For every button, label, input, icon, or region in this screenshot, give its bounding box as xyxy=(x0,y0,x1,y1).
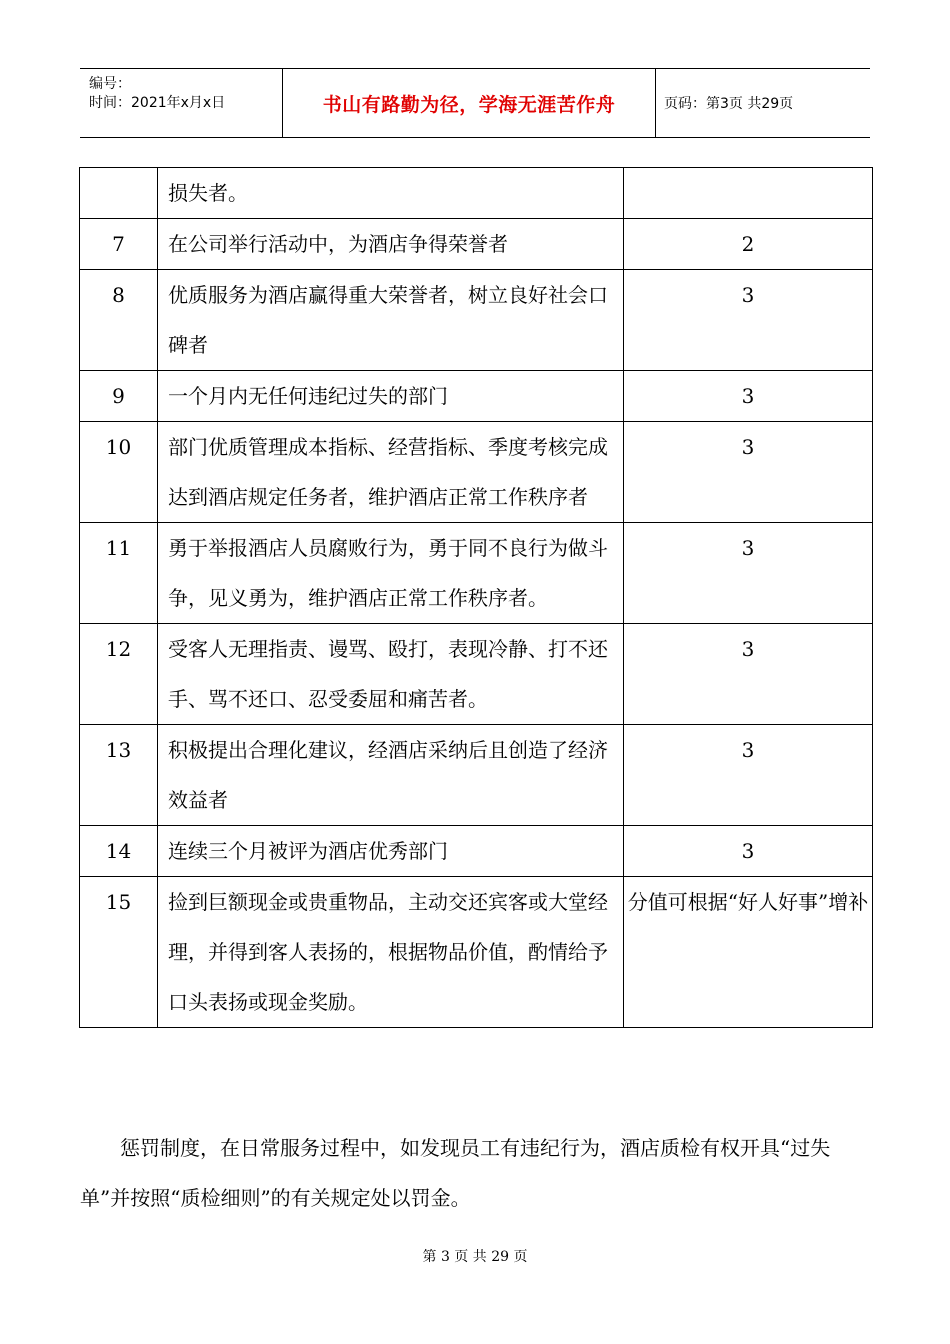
table-row xyxy=(80,725,873,826)
table-row xyxy=(80,168,873,219)
header-meta xyxy=(80,69,283,137)
header-motto: 书山有路勤为径，学海无涯苦作舟 xyxy=(322,93,616,116)
table-row xyxy=(80,371,873,422)
header-code: 编号： xyxy=(89,76,131,92)
header-motto-cell xyxy=(283,69,656,137)
page-footer: 第 3 页 共 29 页 xyxy=(422,1249,528,1265)
row-description: 积极提出合理化建议，经酒店采纳后且创造了经济效益者 xyxy=(158,725,624,826)
row-number: 10 xyxy=(80,422,158,523)
table-row xyxy=(80,826,873,877)
row-description: 一个月内无任何违纪过失的部门 xyxy=(158,371,624,422)
table-row xyxy=(80,219,873,270)
header-page-number: 页码：第3页 共29页 xyxy=(664,96,794,112)
header-date: 时间：2021年x月x日 xyxy=(89,95,226,111)
row-number: 8 xyxy=(80,270,158,371)
row-number xyxy=(80,168,158,219)
row-description: 在公司举行活动中，为酒店争得荣誉者 xyxy=(158,219,624,270)
row-score: 3 xyxy=(624,523,873,624)
row-description: 捡到巨额现金或贵重物品，主动交还宾客或大堂经理，并得到客人表扬的，根据物品价值，酌情给予口头表扬或现金奖励。 xyxy=(158,877,624,1028)
row-number: 13 xyxy=(80,725,158,826)
header-page-cell xyxy=(656,69,870,137)
row-score xyxy=(624,168,873,219)
row-score: 3 xyxy=(624,270,873,371)
table-row xyxy=(80,877,873,1028)
row-score: 3 xyxy=(624,624,873,725)
table-row xyxy=(80,422,873,523)
row-number: 11 xyxy=(80,523,158,624)
row-score: 3 xyxy=(624,826,873,877)
row-description: 受客人无理指责、谩骂、殴打，表现冷静、打不还手、骂不还口、忍受委屈和痛苦者。 xyxy=(158,624,624,725)
row-description: 勇于举报酒店人员腐败行为，勇于同不良行为做斗争，见义勇为，维护酒店正常工作秩序者。 xyxy=(158,523,624,624)
row-description: 连续三个月被评为酒店优秀部门 xyxy=(158,826,624,877)
row-number: 14 xyxy=(80,826,158,877)
row-number: 15 xyxy=(80,877,158,1028)
row-number: 12 xyxy=(80,624,158,725)
penalty-paragraph: 惩罚制度，在日常服务过程中，如发现员工有违纪行为，酒店质检有权开具“过失单”并按照“质检细则”的有关规定处以罚金。 xyxy=(80,1136,831,1210)
table-row xyxy=(80,523,873,624)
row-description: 损失者。 xyxy=(158,168,624,219)
row-score: 分值可根据“好人好事”增补 xyxy=(624,877,873,1028)
table-row xyxy=(80,270,873,371)
reward-table xyxy=(79,167,873,1028)
row-number: 7 xyxy=(80,219,158,270)
row-score: 3 xyxy=(624,422,873,523)
row-description: 部门优质管理成本指标、经营指标、季度考核完成达到酒店规定任务者，维护酒店正常工作秩序者 xyxy=(158,422,624,523)
row-score: 3 xyxy=(624,725,873,826)
table-row xyxy=(80,624,873,725)
row-description: 优质服务为酒店赢得重大荣誉者，树立良好社会口碑者 xyxy=(158,270,624,371)
row-score: 2 xyxy=(624,219,873,270)
row-number: 9 xyxy=(80,371,158,422)
row-score: 3 xyxy=(624,371,873,422)
page-header xyxy=(80,68,870,138)
